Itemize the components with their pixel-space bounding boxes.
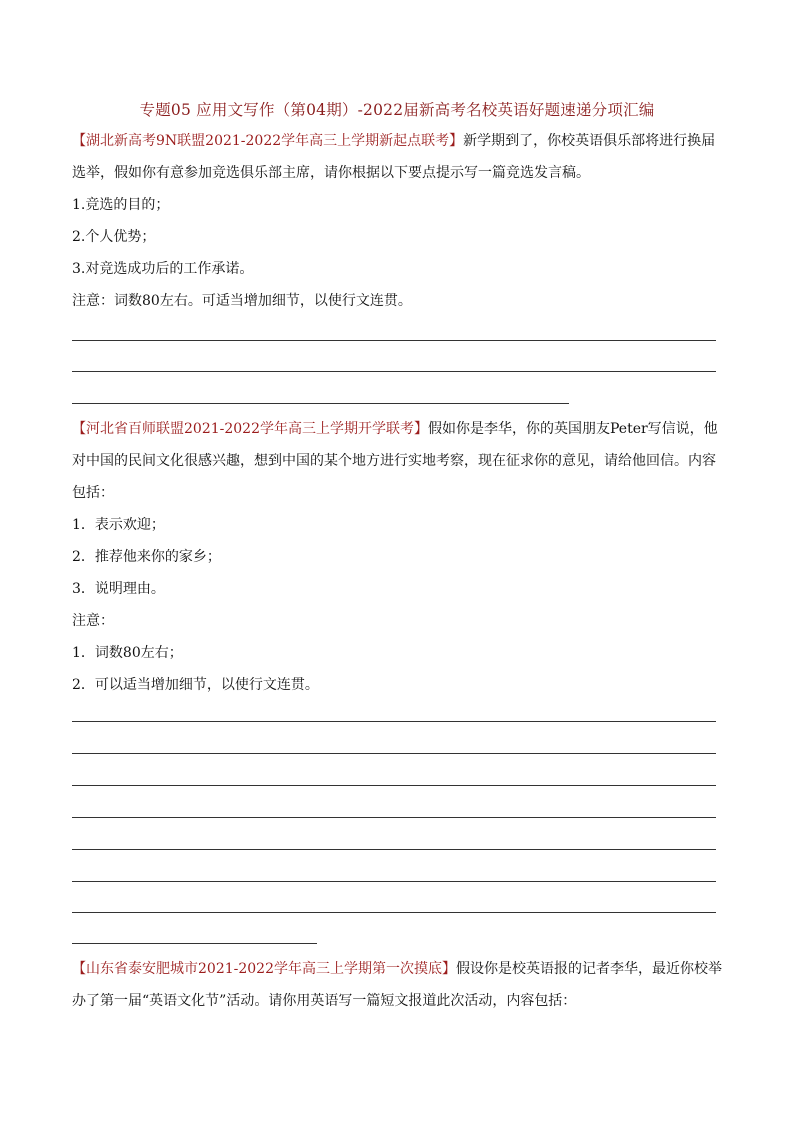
question-3-intro: 假设你是校英语报的记者李华，最近你校举办了第一届“英语文化节”活动。请你用英语写一篇短文报道此次活动，内容包括： — [72, 961, 722, 1009]
answer-line[interactable] — [72, 817, 716, 818]
question-3-source: 【山东省泰安肥城市2021-2022学年高三上学期第一次摸底】 — [72, 961, 456, 977]
question-2-point: 1．表示欢迎； — [72, 517, 165, 533]
answer-line[interactable] — [72, 849, 716, 850]
answer-line[interactable] — [72, 340, 716, 341]
answer-line[interactable] — [72, 943, 317, 944]
question-2-intro: 假如你是李华，你的英国朋友Peter写信说，他对中国的民间文化很感兴趣，想到中国的某个地方进行实地考察，现在征求你的意见，请给他回信。内容包括： — [72, 421, 718, 501]
page-title: 专题05 应用文写作（第04期）-2022届新高考名校英语好题速递分项汇编 — [139, 101, 655, 119]
answer-line[interactable] — [72, 371, 716, 372]
question-1-point: 2.个人优势； — [72, 229, 156, 245]
answer-line[interactable] — [72, 403, 569, 404]
question-3-prompt — [72, 953, 722, 1017]
answer-line[interactable] — [72, 753, 716, 754]
question-1-intro: 新学期到了，你校英语俱乐部将进行换届选举，假如你有意参加竞选俱乐部主席，请你根据以下要点提示写一篇竞选发言稿。 — [72, 133, 716, 181]
answer-line[interactable] — [72, 721, 716, 722]
question-2-note-label: 注意： — [72, 613, 114, 629]
answer-line[interactable] — [72, 912, 716, 913]
question-1-point: 3.对竞选成功后的工作承诺。 — [72, 261, 254, 277]
question-2-source: 【河北省百师联盟2021-2022学年高三上学期开学联考】 — [72, 421, 428, 437]
question-2-prompt — [72, 413, 722, 509]
question-1-note: 注意：词数80左右。可适当增加细节，以使行文连贯。 — [72, 293, 412, 309]
question-2-point: 3．说明理由。 — [72, 581, 165, 597]
question-1-point: 1.竞选的目的； — [72, 197, 170, 213]
question-1-source: 【湖北新高考9N联盟2021-2022学年高三上学期新起点联考】 — [72, 133, 464, 149]
question-2-point: 2．推荐他来你的家乡； — [72, 549, 221, 565]
answer-line[interactable] — [72, 881, 716, 882]
answer-line[interactable] — [72, 785, 716, 786]
question-2-note: 2．可以适当增加细节，以使行文连贯。 — [72, 677, 319, 693]
question-2-note: 1．词数80左右； — [72, 645, 183, 661]
question-1-prompt — [72, 125, 722, 189]
